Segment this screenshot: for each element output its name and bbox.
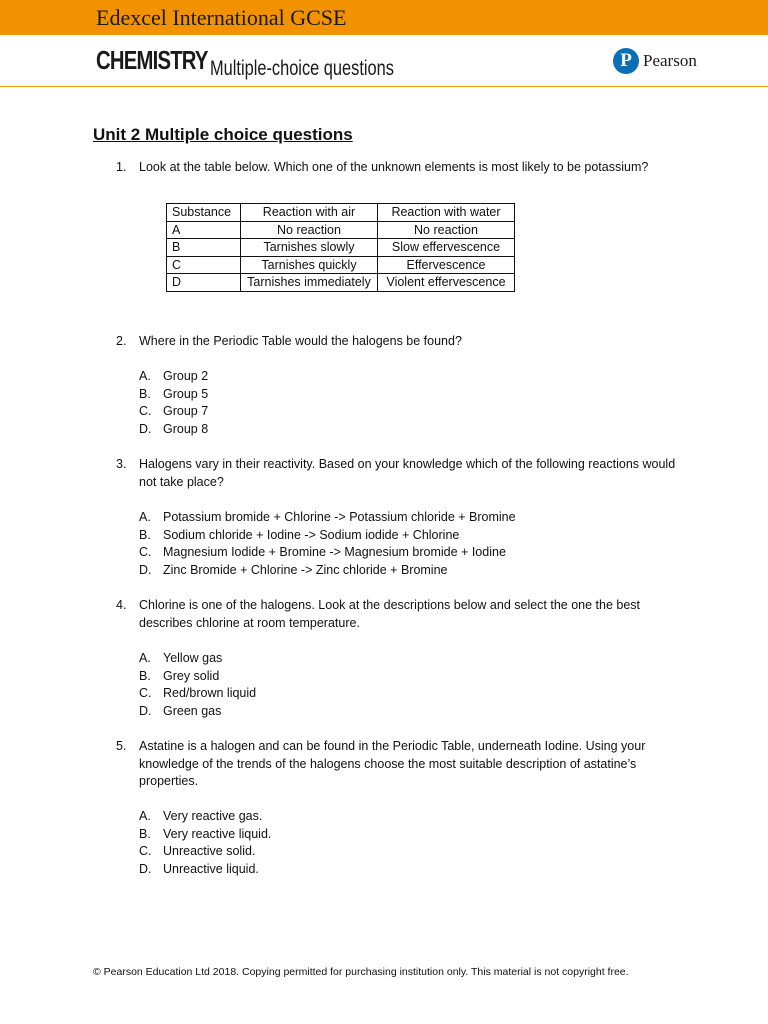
table-cell: Violent effervescence — [378, 274, 515, 292]
option-letter: D. — [139, 562, 152, 577]
answer-option[interactable] — [139, 421, 208, 439]
answer-option[interactable] — [139, 386, 208, 404]
question-number: 4. — [116, 598, 127, 612]
table-row — [167, 274, 515, 292]
option-letter: B. — [139, 527, 151, 542]
answer-option[interactable] — [139, 808, 271, 826]
option-text: Very reactive liquid. — [163, 826, 272, 841]
answer-option[interactable] — [139, 544, 516, 562]
answer-option[interactable] — [139, 826, 271, 844]
table-cell: No reaction — [241, 221, 378, 239]
answer-option[interactable] — [139, 843, 271, 861]
copyright-footer: © Pearson Education Ltd 2018. Copying permitted for purchasing institution only. This material is not copyright free. — [93, 966, 629, 978]
question-text: Halogens vary in their reactivity. Based on your knowledge which of the following reactions would not take place? — [139, 457, 676, 489]
question-number: 1. — [116, 160, 127, 174]
answer-option[interactable] — [139, 527, 516, 545]
table-cell: Tarnishes immediately — [241, 274, 378, 292]
question-text: Where in the Periodic Table would the halogens be found? — [139, 334, 462, 348]
subject-name: CHEMISTRY — [96, 45, 208, 75]
table-cell: B — [167, 239, 241, 257]
pearson-logo-icon: P — [613, 48, 639, 74]
question-5-options — [139, 808, 271, 878]
question-number: 5. — [116, 739, 127, 753]
exam-board-title: Edexcel International GCSE — [96, 5, 347, 30]
option-letter: C. — [139, 686, 152, 700]
answer-option[interactable] — [139, 562, 516, 580]
table-header-cell: Reaction with air — [241, 204, 378, 222]
option-text: Group 2 — [163, 369, 209, 383]
question-text: Chlorine is one of the halogens. Look at the descriptions below and select the one the best describes chlorine at room temperature. — [139, 598, 641, 630]
question-text: Astatine is a halogen and can be found in the Periodic Table, underneath Iodine. Using your knowledge of the trends of the halogens choose the most suitable description of astatine’s properties. — [139, 739, 646, 788]
option-text: Grey solid — [163, 668, 220, 683]
option-letter: A. — [139, 651, 151, 665]
answer-option[interactable] — [139, 403, 208, 421]
table-row — [167, 221, 515, 239]
option-letter: A. — [139, 369, 151, 383]
question-4-options — [139, 650, 256, 720]
option-text: Green gas — [163, 703, 222, 718]
table-header-cell: Reaction with water — [378, 204, 515, 222]
table-header-cell: Substance — [167, 204, 241, 222]
table-cell: No reaction — [378, 221, 515, 239]
subject-heading — [96, 45, 394, 85]
option-text: Yellow gas — [163, 651, 223, 665]
header-bar — [0, 0, 768, 35]
option-text: Group 7 — [163, 404, 209, 418]
option-letter: C. — [139, 844, 152, 858]
answer-option[interactable] — [139, 861, 271, 879]
option-text: Potassium bromide + Chlorine -> Potassium chloride + Bromine — [163, 510, 516, 524]
table-row — [167, 239, 515, 257]
option-text: Red/brown liquid — [163, 686, 257, 700]
option-text: Very reactive gas. — [163, 809, 263, 823]
option-text: Unreactive solid. — [163, 844, 256, 858]
question-text: Look at the table below. Which one of the unknown elements is most likely to be potassium? — [139, 160, 649, 174]
answer-option[interactable] — [139, 368, 208, 386]
header-divider — [0, 86, 768, 87]
option-text: Magnesium Iodide + Bromine -> Magnesium bromide + Iodine — [163, 545, 506, 559]
option-text: Group 8 — [163, 421, 209, 436]
option-letter: D. — [139, 703, 152, 718]
table-cell: A — [167, 221, 241, 239]
answer-option[interactable] — [139, 703, 256, 721]
question-3-options — [139, 509, 516, 579]
page-title: Unit 2 Multiple choice questions — [93, 125, 353, 144]
option-text: Unreactive liquid. — [163, 861, 259, 876]
question-number: 3. — [116, 457, 127, 471]
answer-option[interactable] — [139, 685, 256, 703]
table-cell: D — [167, 274, 241, 292]
option-letter: D. — [139, 421, 152, 436]
option-letter: B. — [139, 386, 151, 401]
table-cell: Tarnishes slowly — [241, 239, 378, 257]
question-2-options — [139, 368, 208, 438]
option-letter: A. — [139, 510, 151, 524]
option-letter: A. — [139, 809, 151, 823]
table-row — [167, 256, 515, 274]
option-letter: B. — [139, 826, 151, 841]
table-cell: Tarnishes quickly — [241, 256, 378, 274]
option-text: Group 5 — [163, 386, 209, 401]
answer-option[interactable] — [139, 509, 516, 527]
option-letter: B. — [139, 668, 151, 683]
option-letter: C. — [139, 545, 152, 559]
table-cell: Effervescence — [378, 256, 515, 274]
substance-table — [166, 203, 515, 292]
table-cell: Slow effervescence — [378, 239, 515, 257]
answer-option[interactable] — [139, 650, 256, 668]
option-text: Zinc Bromide + Chlorine -> Zinc chloride + Bromine — [163, 562, 448, 577]
subject-subtitle: Multiple-choice questions — [210, 57, 394, 80]
question-number: 2. — [116, 334, 127, 348]
option-letter: C. — [139, 404, 152, 418]
table-cell: C — [167, 256, 241, 274]
table-header-row — [167, 204, 515, 222]
pearson-logo-text: Pearson — [643, 51, 697, 70]
option-text: Sodium chloride + Iodine -> Sodium iodide + Chlorine — [163, 527, 460, 542]
option-letter: D. — [139, 861, 152, 876]
answer-option[interactable] — [139, 668, 256, 686]
